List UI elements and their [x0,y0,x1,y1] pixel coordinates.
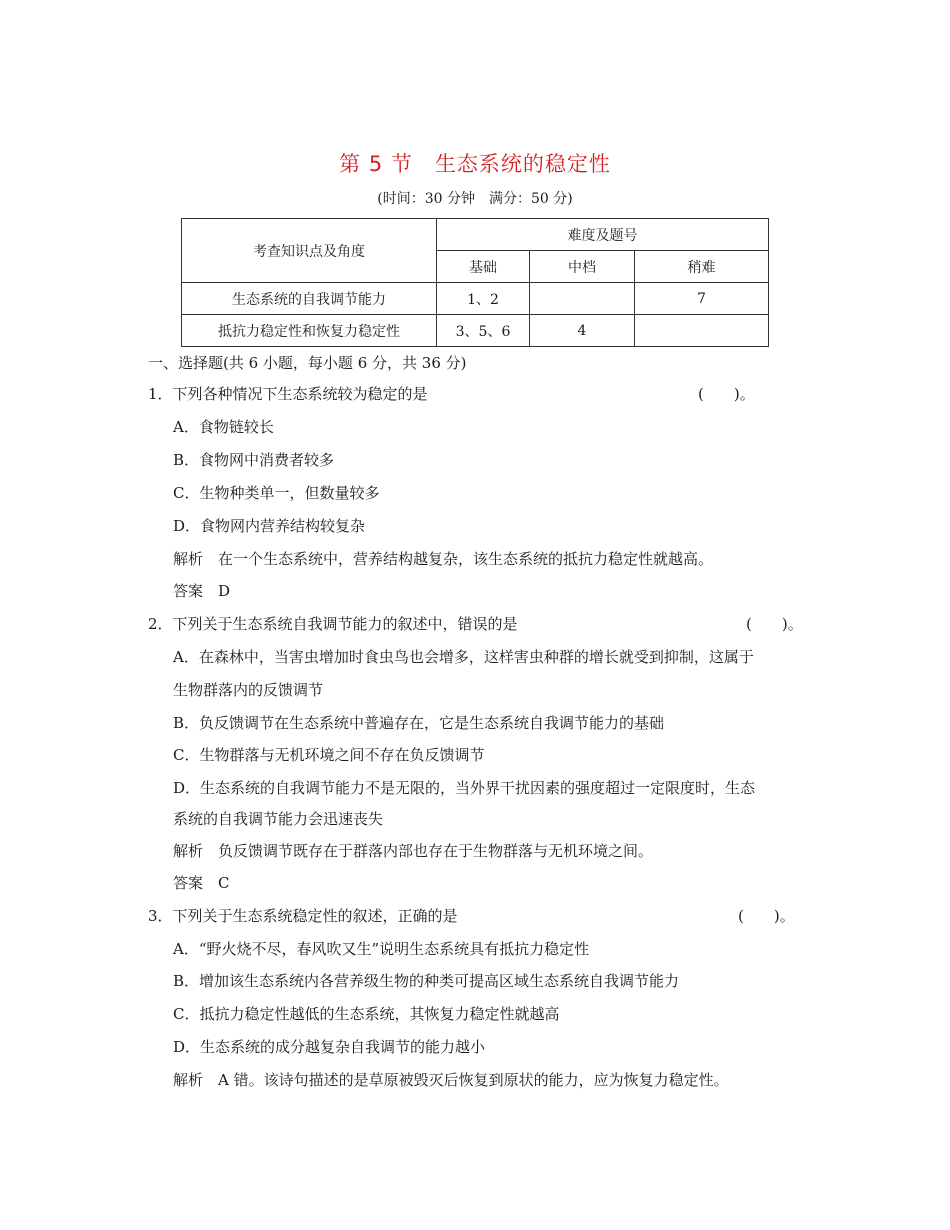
section-title: 生态系统的稳定性 [434,152,611,176]
question-1-option-a: A．食物链较长 [173,418,274,436]
basic-cell: 3、5、6 [437,315,530,347]
question-1-analysis: 解析 在一个生态系统中，营养结构越复杂，该生态系统的抵抗力稳定性就越高。 [173,550,714,568]
hard-cell [635,315,769,347]
table-row [182,315,769,347]
question-3-paren: ( )。 [738,907,795,925]
basic-cell: 1、2 [437,283,530,315]
question-3-option-b: B．增加该生态系统内各营养级生物的种类可提高区域生态系统自我调节能力 [173,972,680,990]
topic-cell: 抵抗力稳定性和恢复力稳定性 [182,315,437,347]
level-hard: 稍难 [635,251,769,283]
question-2-option-a-cont: 生物群落内的反馈调节 [173,681,324,699]
knowledge-header: 考查知识点及角度 [182,219,437,283]
question-1-option-d: D．食物网内营养结构较复杂 [173,517,366,535]
question-2-option-a: A．在森林中，当害虫增加时食虫鸟也会增多，这样害虫种群的增长就受到抑制，这属于 [173,648,754,666]
question-1-option-c: C．生物种类单一，但数量较多 [173,484,380,502]
question-3-option-a: A．“野火烧不尽，春风吹又生”说明生态系统具有抵抗力稳定性 [173,940,590,958]
question-1-answer: 答案 D [173,582,231,600]
difficulty-header: 难度及题号 [437,219,769,251]
question-3-analysis: 解析 A 错。该诗句描述的是草原被毁灭后恢复到原状的能力，应为恢复力稳定性。 [173,1071,729,1089]
medium-cell: 4 [530,315,635,347]
question-3-option-c: C．抵抗力稳定性越低的生态系统，其恢复力稳定性就越高 [173,1005,560,1023]
question-2-paren: ( )。 [746,615,803,633]
section-number: 第 5 节 [339,152,413,176]
table-row [182,283,769,315]
question-2-option-b: B．负反馈调节在生态系统中普遍存在，它是生态系统自我调节能力的基础 [173,714,665,732]
question-3-stem: 3．下列关于生态系统稳定性的叙述，正确的是 [148,907,458,925]
question-2-answer: 答案 C [173,874,230,892]
exam-info: (时间：30 分钟 满分：50 分) [377,191,573,207]
level-medium: 中档 [530,251,635,283]
level-basic: 基础 [437,251,530,283]
hard-cell: 7 [635,283,769,315]
medium-cell [530,283,635,315]
question-1-paren: ( )。 [698,385,755,403]
question-3-option-d: D．生态系统的成分越复杂自我调节的能力越小 [173,1038,486,1056]
question-1-option-b: B．食物网中消费者较多 [173,451,335,469]
question-2-option-d-cont: 系统的自我调节能力会迅速丧失 [173,810,384,828]
knowledge-table [181,218,769,347]
question-2-analysis: 解析 负反馈调节既存在于群落内部也存在于生物群落与无机环境之间。 [173,842,654,860]
question-2-stem: 2．下列关于生态系统自我调节能力的叙述中，错误的是 [148,615,518,633]
page-title [0,148,950,178]
topic-cell: 生态系统的自我调节能力 [182,283,437,315]
section-heading: 一、选择题(共 6 小题，每小题 6 分，共 36 分) [148,354,467,372]
question-2-option-d: D．生态系统的自我调节能力不是无限的，当外界干扰因素的强度超过一定限度时，生态 [173,779,756,797]
question-1-stem: 1．下列各种情况下生态系统较为稳定的是 [148,385,428,403]
question-2-option-c: C．生物群落与无机环境之间不存在负反馈调节 [173,746,485,764]
